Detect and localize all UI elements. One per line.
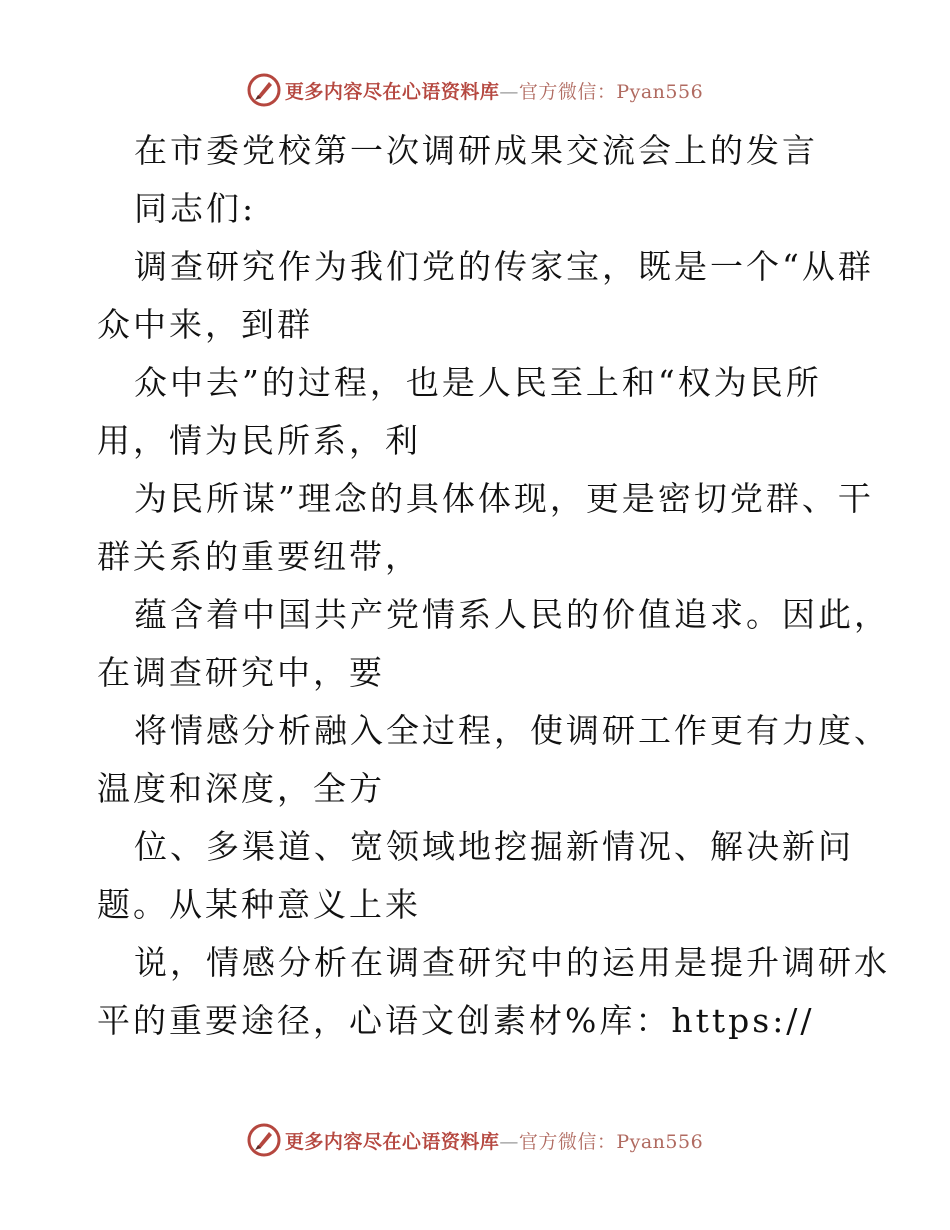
body-line: 温度和深度，全方 bbox=[97, 769, 385, 808]
document-title: 在市委党校第一次调研成果交流会上的发言 bbox=[134, 131, 818, 170]
body-line: 众中去”的过程，也是人民至上和“权为民所 bbox=[134, 363, 822, 402]
header-banner-text: 更多内容尽在心语资料库—官方微信：Pyan556 bbox=[284, 80, 704, 103]
document-body bbox=[97, 122, 890, 1050]
body-line: 群关系的重要纽带， bbox=[97, 537, 421, 576]
body-line: 平的重要途径，心语文创素材%库：https:// bbox=[97, 1001, 815, 1040]
body-line: 将情感分析融入全过程，使调研工作更有力度、 bbox=[134, 711, 890, 750]
body-line: 调查研究作为我们党的传家宝，既是一个“从群 bbox=[134, 247, 874, 286]
body-text bbox=[97, 238, 890, 1050]
header-banner bbox=[0, 70, 950, 110]
body-line: 众中来，到群 bbox=[97, 305, 313, 344]
body-line: 为民所谋”理念的具体体现，更是密切党群、干 bbox=[134, 479, 874, 518]
body-line: 说，情感分析在调查研究中的运用是提升调研水 bbox=[134, 943, 890, 982]
body-line: 位、多渠道、宽领域地挖掘新情况、解决新问 bbox=[134, 827, 854, 866]
quill-logo-icon bbox=[247, 1123, 281, 1157]
footer-banner bbox=[0, 1120, 950, 1160]
body-line: 在调查研究中，要 bbox=[97, 653, 385, 692]
salutation: 同志们: bbox=[134, 189, 257, 228]
body-line: 蕴含着中国共产党情系人民的价值追求。因此， bbox=[134, 595, 890, 634]
footer-banner-text: 更多内容尽在心语资料库—官方微信：Pyan556 bbox=[284, 1130, 704, 1153]
body-line: 题。从某种意义上来 bbox=[97, 885, 421, 924]
body-line: 用，情为民所系，利 bbox=[97, 421, 421, 460]
quill-logo-icon bbox=[247, 73, 281, 107]
